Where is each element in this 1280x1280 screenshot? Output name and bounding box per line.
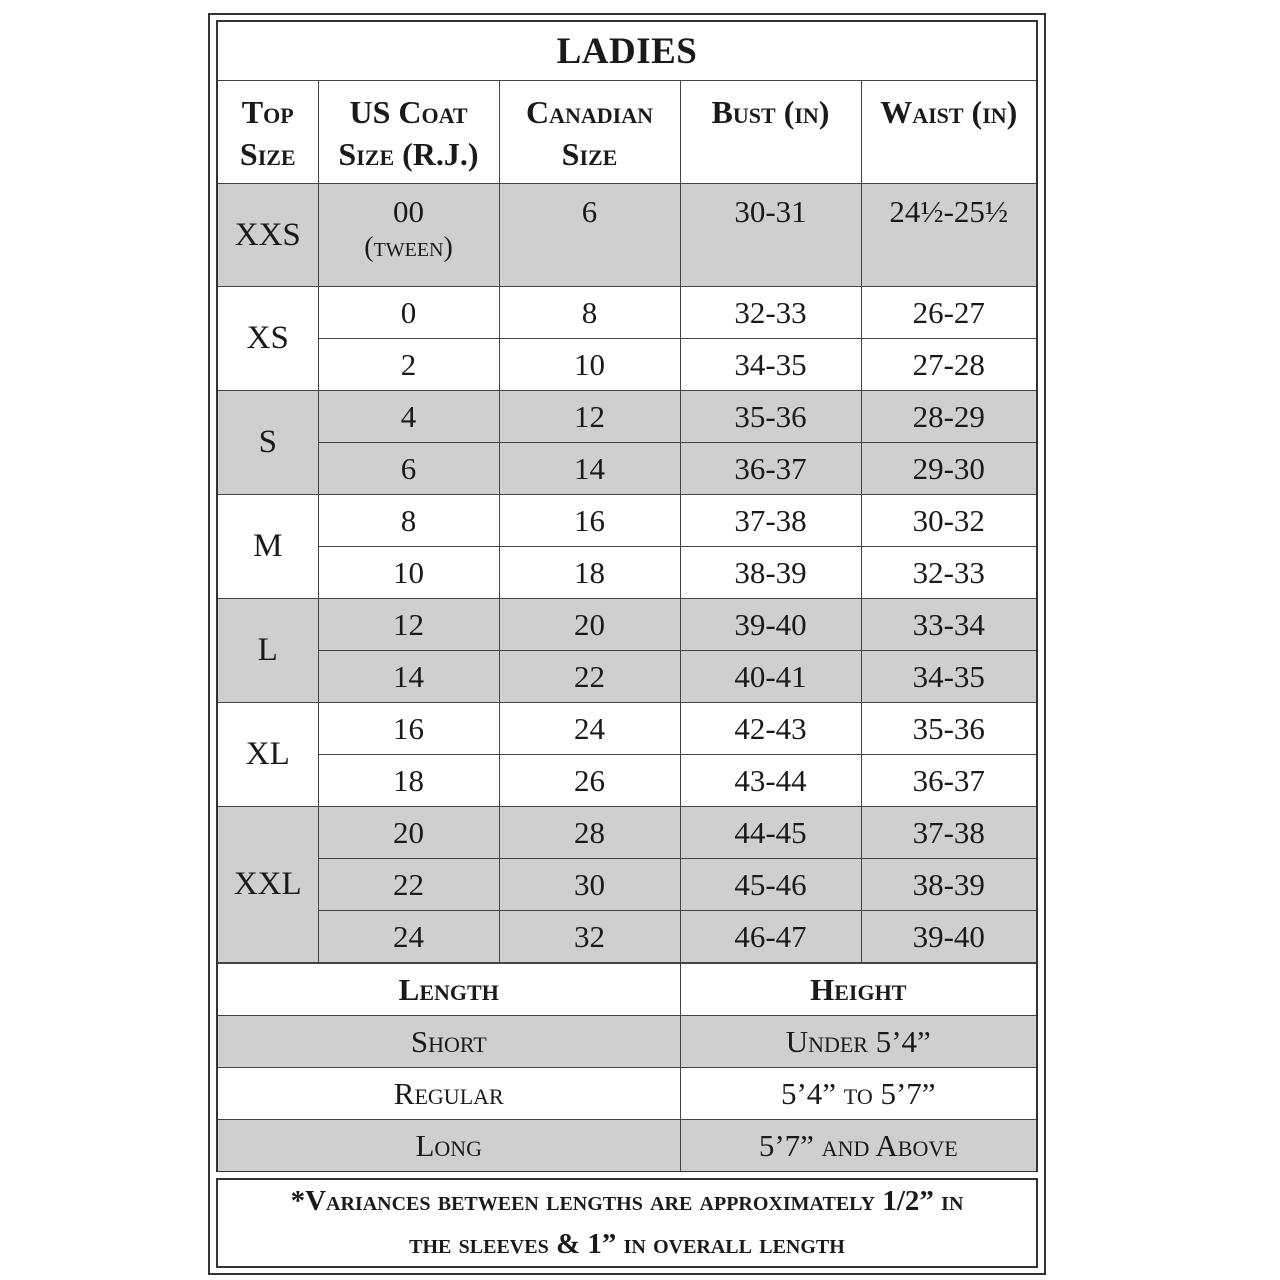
header-bust [680, 81, 861, 184]
waist-cell-value: 29-30 [912, 450, 985, 486]
us-coat-cell-value: 16 [393, 710, 424, 746]
top-size-cell: XXL [218, 807, 318, 963]
size-row [218, 651, 1036, 703]
length-row [218, 1016, 1036, 1068]
waist-cell-value: 28-29 [912, 398, 985, 434]
canadian-cell-value: 12 [574, 398, 605, 434]
us-coat-cell [318, 651, 499, 703]
canadian-cell-value: 26 [574, 762, 605, 798]
canadian-cell [499, 443, 680, 495]
header-line: Waist (in) [880, 94, 1018, 130]
canadian-cell [499, 391, 680, 443]
waist-cell [861, 339, 1036, 391]
size-row [218, 495, 1036, 547]
chart-title: LADIES [218, 22, 1036, 81]
us-coat-cell [318, 495, 499, 547]
us-coat-cell [318, 184, 499, 287]
canadian-cell [499, 495, 680, 547]
waist-cell [861, 599, 1036, 651]
bust-cell-value: 36-37 [734, 450, 807, 486]
header-row [218, 81, 1036, 184]
size-row [218, 339, 1036, 391]
bust-cell-value: 44-45 [734, 814, 807, 850]
us-coat-cell [318, 391, 499, 443]
canadian-cell-value: 8 [581, 294, 598, 330]
canadian-cell [499, 599, 680, 651]
us-coat-cell-value: 18 [393, 762, 424, 798]
top-size-cell: XXS [218, 184, 318, 287]
waist-cell-value: 34-35 [912, 658, 985, 694]
waist-cell [861, 651, 1036, 703]
length-row [218, 1120, 1036, 1172]
canadian-cell-value: 14 [574, 450, 605, 486]
footnote-line-1: *Variances between lengths are approximately 1/2” in [290, 1185, 964, 1217]
us-coat-cell [318, 547, 499, 599]
bust-cell [680, 339, 861, 391]
us-coat-cell [318, 755, 499, 807]
canadian-cell-value: 18 [574, 554, 605, 590]
waist-cell [861, 495, 1036, 547]
waist-cell-value: 37-38 [912, 814, 985, 850]
waist-cell-value: 33-34 [912, 606, 985, 642]
top-size-cell: XS [218, 287, 318, 391]
bust-cell-value: 34-35 [734, 346, 807, 382]
waist-cell [861, 287, 1036, 339]
header-line: Top [241, 94, 294, 130]
header-canadian-size [499, 81, 680, 184]
waist-cell [861, 807, 1036, 859]
bust-cell [680, 859, 861, 911]
size-row [218, 755, 1036, 807]
bust-cell-value: 45-46 [734, 866, 807, 902]
bust-cell-value: 46-47 [734, 918, 807, 954]
waist-cell-value: 32-33 [912, 554, 985, 590]
canadian-cell-value: 6 [581, 194, 598, 229]
waist-cell [861, 859, 1036, 911]
height-cell: 5’4” to 5’7” [680, 1068, 1036, 1120]
canadian-cell-value: 28 [574, 814, 605, 850]
canadian-cell-value: 20 [574, 606, 605, 642]
us-coat-cell-value: 8 [400, 502, 417, 538]
canadian-cell-value: 22 [574, 658, 605, 694]
waist-cell [861, 911, 1036, 963]
canadian-cell [499, 547, 680, 599]
header-line: Size [239, 136, 296, 172]
canadian-cell-value: 30 [574, 866, 605, 902]
height-cell: Under 5’4” [680, 1016, 1036, 1068]
us-coat-cell [318, 807, 499, 859]
canadian-cell [499, 287, 680, 339]
bust-cell [680, 651, 861, 703]
bust-cell [680, 287, 861, 339]
canadian-cell [499, 651, 680, 703]
header-line: US Coat [349, 94, 468, 130]
us-coat-cell [318, 443, 499, 495]
bust-cell-value: 39-40 [734, 606, 807, 642]
canadian-cell [499, 703, 680, 755]
top-size-cell: L [218, 599, 318, 703]
size-row [218, 859, 1036, 911]
us-coat-cell-value: 00 [393, 194, 424, 229]
bust-cell [680, 755, 861, 807]
waist-cell-value: 36-37 [912, 762, 985, 798]
header-line: Size (R.J.) [338, 136, 479, 172]
length-header-row [218, 964, 1036, 1016]
us-coat-cell-value: 6 [400, 450, 417, 486]
waist-cell-value: 27-28 [912, 346, 985, 382]
waist-cell [861, 547, 1036, 599]
bust-cell [680, 391, 861, 443]
waist-cell-value: 26-27 [912, 294, 985, 330]
us-coat-cell-value: 2 [400, 346, 417, 382]
bust-cell [680, 184, 861, 287]
bust-cell-value: 30-31 [734, 194, 807, 229]
waist-cell [861, 703, 1036, 755]
us-coat-cell [318, 339, 499, 391]
size-row [218, 703, 1036, 755]
waist-cell [861, 755, 1036, 807]
us-coat-cell-value: 0 [400, 294, 417, 330]
us-coat-cell [318, 911, 499, 963]
length-row [218, 1068, 1036, 1120]
length-cell: Regular [218, 1068, 680, 1120]
canadian-cell [499, 911, 680, 963]
waist-cell [861, 391, 1036, 443]
size-row [218, 547, 1036, 599]
bust-cell [680, 807, 861, 859]
us-coat-cell-value: 22 [393, 866, 424, 902]
bust-cell-value: 38-39 [734, 554, 807, 590]
canadian-cell [499, 184, 680, 287]
us-coat-cell-value: 14 [393, 658, 424, 694]
waist-cell-value: 35-36 [912, 710, 985, 746]
us-coat-cell-value: 12 [393, 606, 424, 642]
bust-cell [680, 599, 861, 651]
canadian-cell-value: 10 [574, 346, 605, 382]
us-coat-cell [318, 287, 499, 339]
waist-cell-value: 30-32 [912, 502, 985, 538]
size-table [218, 22, 1036, 963]
size-row [218, 443, 1036, 495]
header-top-size [218, 81, 318, 184]
bust-cell-value: 35-36 [734, 398, 807, 434]
footnote [216, 1178, 1038, 1268]
header-waist [861, 81, 1036, 184]
us-coat-cell-value: 4 [400, 398, 417, 434]
bust-cell [680, 911, 861, 963]
bust-cell-value: 42-43 [734, 710, 807, 746]
size-row [218, 599, 1036, 651]
size-row [218, 911, 1036, 963]
length-section [218, 963, 1036, 1171]
header-line: Size [561, 136, 618, 172]
canadian-cell [499, 859, 680, 911]
height-cell: 5’7” and Above [680, 1120, 1036, 1172]
canadian-cell [499, 755, 680, 807]
header-length: Length [218, 964, 680, 1016]
title-row [218, 22, 1036, 81]
bust-cell-value: 43-44 [734, 762, 807, 798]
length-table [218, 963, 1036, 1171]
bust-cell-value: 32-33 [734, 294, 807, 330]
canadian-cell [499, 339, 680, 391]
waist-cell-value: 39-40 [912, 918, 985, 954]
top-size-cell: M [218, 495, 318, 599]
size-row [218, 391, 1036, 443]
canadian-cell-value: 32 [574, 918, 605, 954]
size-row [218, 807, 1036, 859]
footnote-line-2: the sleeves & 1” in overall length [409, 1228, 845, 1260]
size-row [218, 287, 1036, 339]
length-cell: Short [218, 1016, 680, 1068]
bust-cell-value: 40-41 [734, 658, 807, 694]
top-size-cell: XL [218, 703, 318, 807]
size-row [218, 184, 1036, 287]
waist-cell-value: 24½-25½ [889, 194, 1009, 229]
us-coat-note: (tween) [364, 232, 453, 263]
header-us-coat-size [318, 81, 499, 184]
us-coat-cell [318, 859, 499, 911]
us-coat-cell [318, 599, 499, 651]
us-coat-cell [318, 703, 499, 755]
bust-cell [680, 443, 861, 495]
header-line: Canadian [526, 94, 653, 130]
waist-cell [861, 443, 1036, 495]
canadian-cell-value: 24 [574, 710, 605, 746]
waist-cell [861, 184, 1036, 287]
canadian-cell [499, 807, 680, 859]
waist-cell-value: 38-39 [912, 866, 985, 902]
bust-cell [680, 495, 861, 547]
us-coat-cell-value: 24 [393, 918, 424, 954]
bust-cell [680, 547, 861, 599]
us-coat-cell-value: 20 [393, 814, 424, 850]
us-coat-cell-value: 10 [393, 554, 424, 590]
header-line: Bust (in) [711, 94, 830, 130]
size-chart [216, 20, 1038, 1172]
top-size-cell: S [218, 391, 318, 495]
bust-cell-value: 37-38 [734, 502, 807, 538]
length-cell: Long [218, 1120, 680, 1172]
header-height: Height [680, 964, 1036, 1016]
bust-cell [680, 703, 861, 755]
canadian-cell-value: 16 [574, 502, 605, 538]
